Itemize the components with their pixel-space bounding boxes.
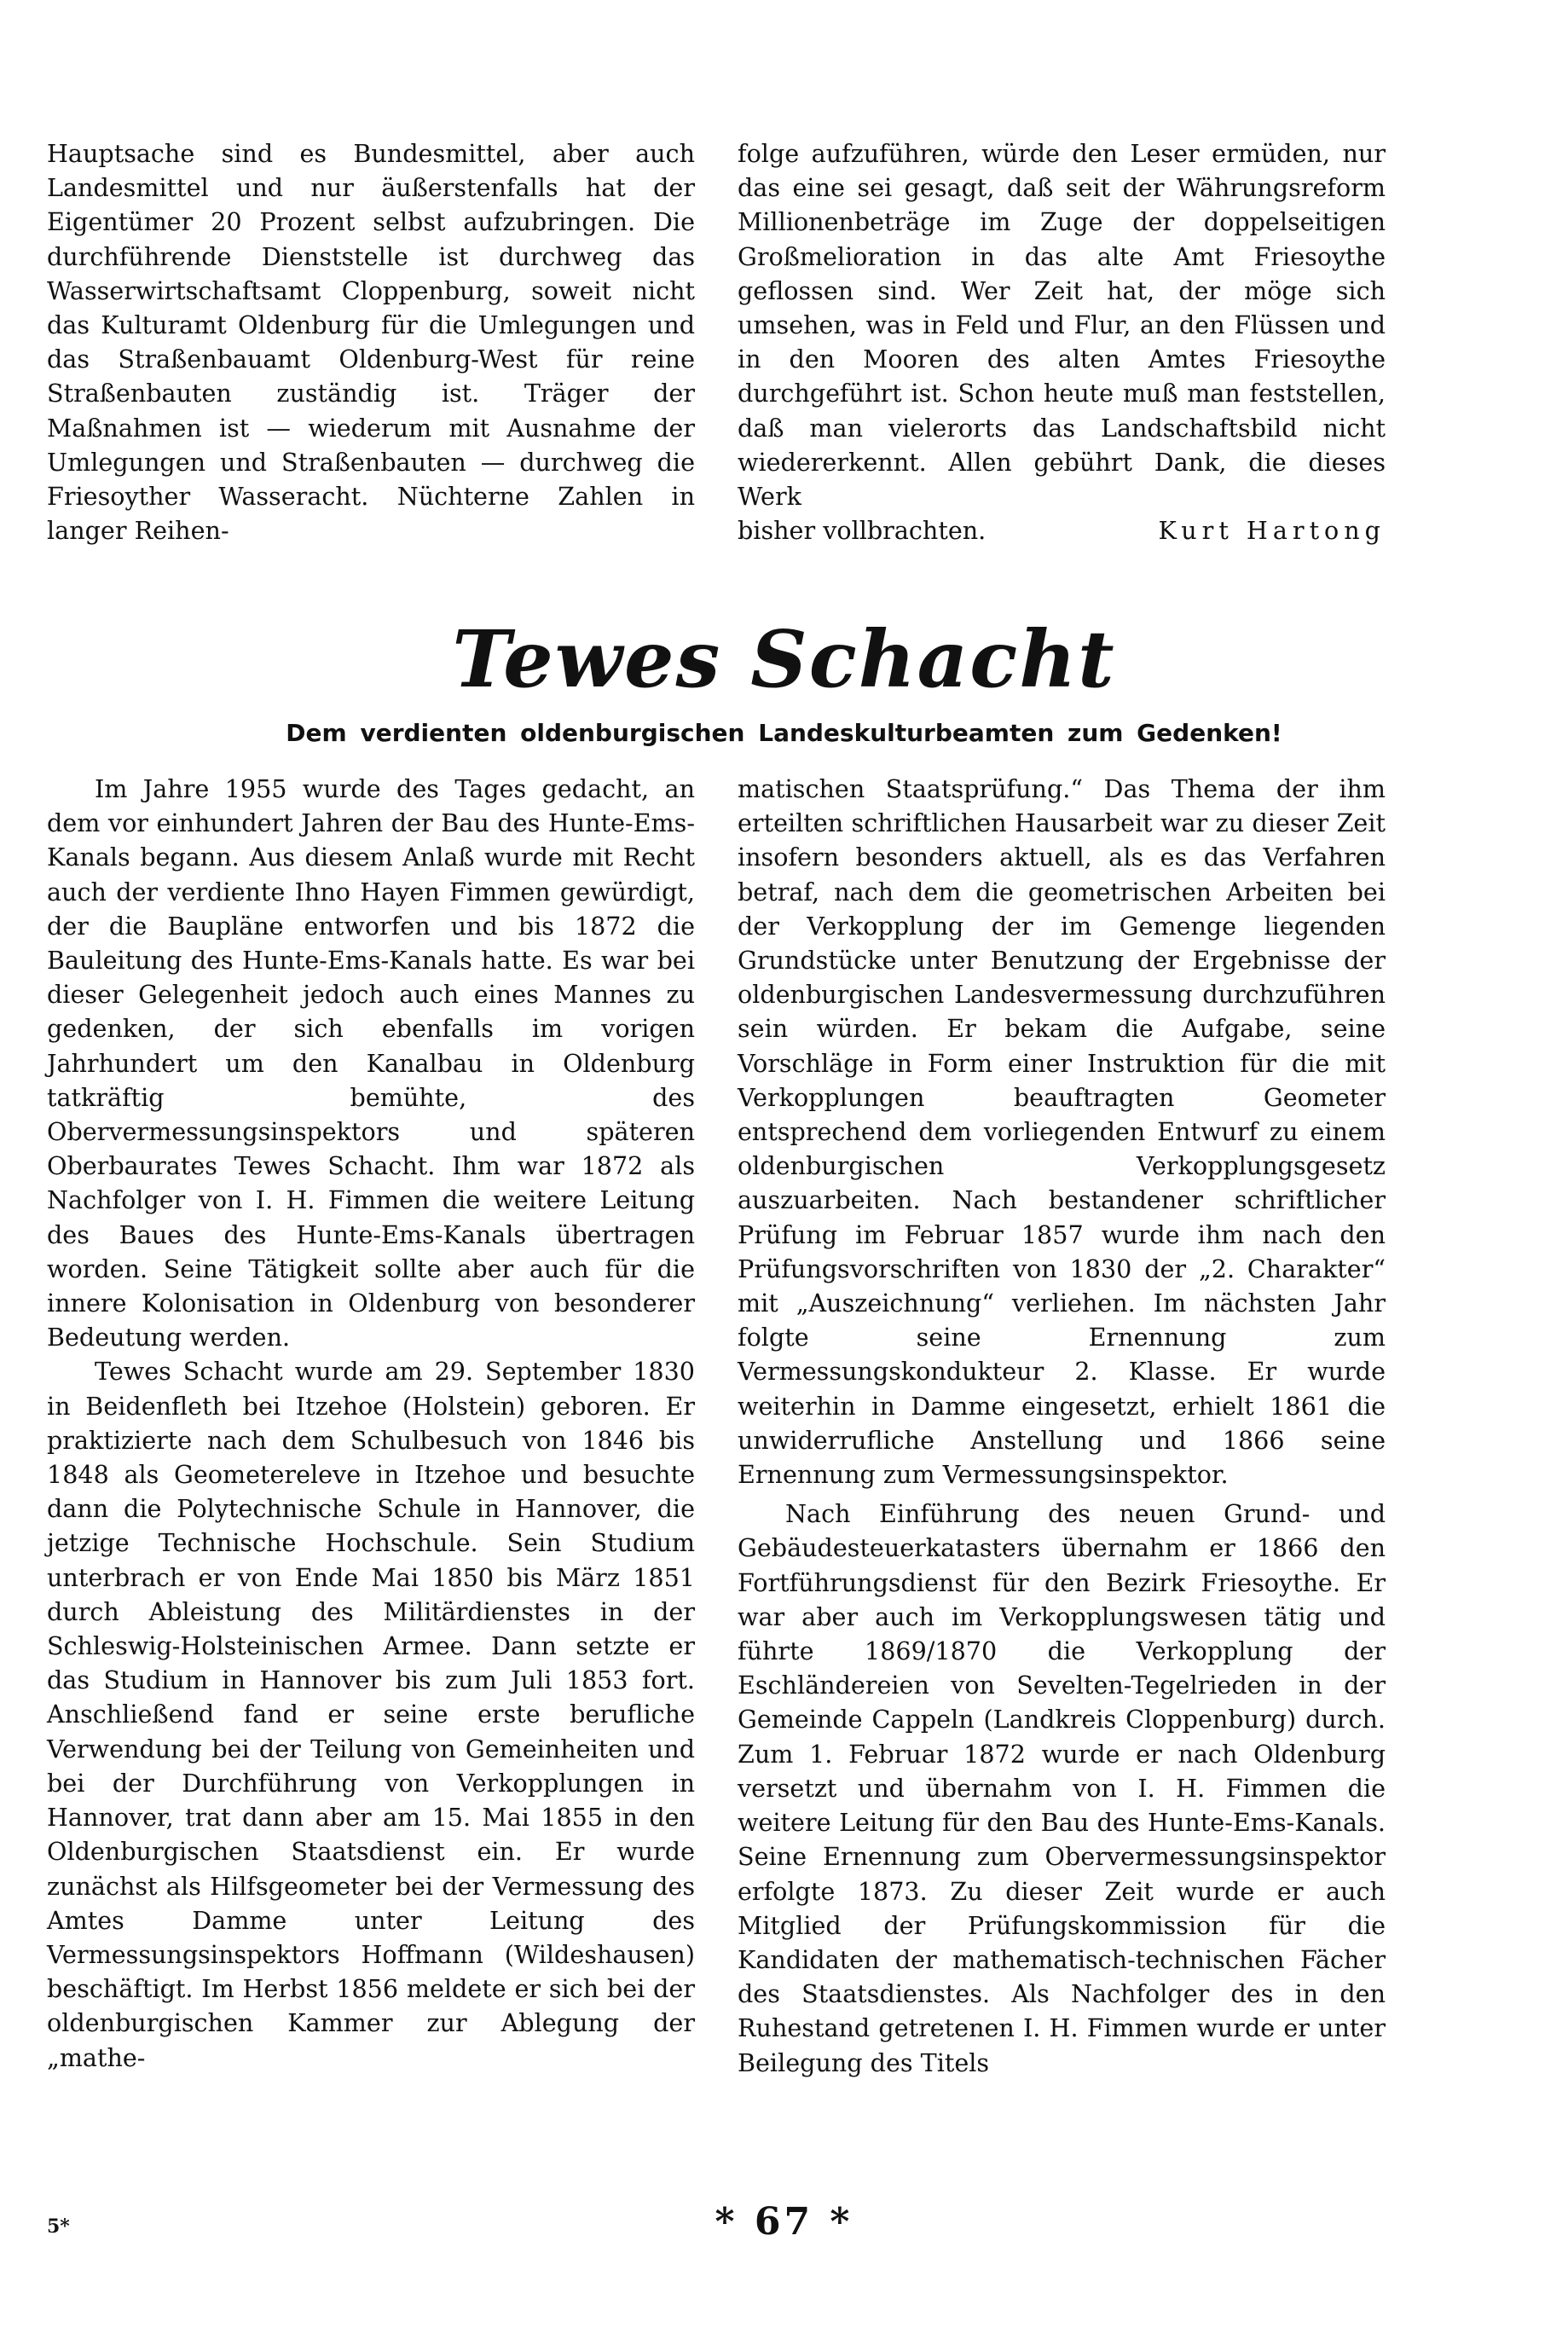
author-name: Kurt Hartong: [1158, 516, 1386, 546]
signoff-line: [738, 513, 1386, 547]
page-number: * 67 *: [715, 2200, 853, 2244]
top-left-column: [47, 136, 695, 547]
body-paragraph-4: Nach Einführung des neuen Grund- und Gebäudesteuerkatasters übernahm er 1866 den Fortführungsdienst für den Bezirk Friesoythe. Er war aber auch im Verkopplungswesen tätig und führte 1869/1870 die Verkopplung der Eschländereien von Sevelten-Tegelrieden in der Gemeinde Cappeln (Landkreis Cloppenburg) durch. Zum 1. Februar 1872 wurde er nach Oldenburg versetzt und übernahm von I. H. Fimmen die weitere Leitung für den Bau des Hunte-Ems-Kanals. Seine Ernennung zum Obervermessungsinspektor erfolgte 1873. Zu dieser Zeit wurde er auch Mitglied der Prüfungskommission für die Kandidaten der mathematisch-technischen Fächer des Staatsdienstes. Als Nachfolger des in den Ruhestand getretenen I. H. Fimmen wurde er unter Beilegung des Titels: [738, 1499, 1386, 2077]
top-left-paragraph: Hauptsache sind es Bundesmittel, aber auch Landesmittel und nur äußerstenfalls hat der Eigentümer 20 Prozent selbst aufzubringen. Die durchführende Dienststelle ist durchweg das Wasserwirtschaftsamt Cloppenburg, soweit nicht das Kulturamt Oldenburg für die Umlegungen und das Straßenbauamt Oldenburg-West für reine Straßenbauten zuständig ist. Träger der Maßnahmen ist — wiederum mit Ausnahme der Umlegungen und Straßenbauten — durchweg die Friesoyther Wasseracht. Nüchterne Zahlen in langer Reihen-: [47, 139, 695, 546]
body-paragraph-2: Tewes Schacht wurde am 29. September 1830 in Beidenfleth bei Itzehoe (Holstein) geboren. Er praktizierte nach dem Schulbesuch von 1846 bis 1848 als Geometereleve in Itzehoe und besuchte dann die Polytechnische Schule in Hannover, die jetzige Technische Hochschule. Sein Studium unterbrach er von Ende Mai 1850 bis März 1851 durch Ableistung des Militärdienstes in der Schleswig-Holsteinischen Armee. Dann setzte er das Studium in Hannover bis zum Juli 1853 fort. Anschließend fand er seine erste berufliche Verwendung bei der Teilung von Gemeinheiten und bei der Durchführung von Verkopplungen in Hannover, trat dann aber am 15. Mai 1855 in den Oldenburgischen Staatsdienst ein. Er wurde zunächst als Hilfsgeometer bei der Vermessung des Amtes Damme unter Leitung des Vermessungsinspektors Hoffmann (Wildeshausen) beschäftigt. Im Herbst 1856 meldete er sich bei der oldenburgischen Kammer zur Ablegung der „mathe-: [47, 1357, 695, 2072]
bottom-right-column: [738, 772, 1386, 2080]
signature-mark: 5*: [47, 2215, 70, 2238]
signoff-last-line: bisher vollbrachten.: [738, 516, 987, 546]
body-paragraph-1: Im Jahre 1955 wurde des Tages gedacht, an dem vor einhundert Jahren der Bau des Hunte-Ems-Kanals begann. Aus diesem Anlaß wurde mit Recht auch der verdiente Ihno Hayen Fimmen gewürdigt, der die Baupläne entworfen und bis 1872 die Bauleitung des Hunte-Ems-Kanals hatte. Es war bei dieser Gelegenheit jedoch auch eines Mannes zu gedenken, der sich ebenfalls im vorigen Jahrhundert um den Kanalbau in Oldenburg tatkräftig bemühte, des Obervermessungsinspektors und späteren Oberbaurates Tewes Schacht. Ihm war 1872 als Nachfolger von I. H. Fimmen die weitere Leitung des Baues des Hunte-Ems-Kanals übertragen worden. Seine Tätigkeit sollte aber auch für die innere Kolonisation in Oldenburg von besonderer Bedeutung werden.: [47, 774, 695, 1352]
top-right-paragraph: folge aufzuführen, würde den Leser ermüden, nur das eine sei gesagt, daß seit der Währungsreform Millionenbeträge im Zuge der doppelseitigen Großmelioration in das alte Amt Friesoythe geflossen sind. Wer Zeit hat, der möge sich umsehen, was in Feld und Flur, an den Flüssen und in den Mooren des alten Amtes Friesoythe durchgeführt ist. Schon heute muß man feststellen, daß man vielerorts das Landschaftsbild nicht wiedererkennt. Allen gebührt Dank, die dieses Werk: [738, 139, 1386, 512]
top-right-column: [738, 136, 1386, 547]
article-title: Tewes Schacht: [452, 613, 1116, 705]
body-paragraph-3: matischen Staatsprüfung.“ Das Thema der ihm erteilten schriftlichen Hausarbeit war zu dieser Zeit insofern besonders aktuell, als es das Verfahren betraf, nach dem die geometrischen Arbeiten bei der Verkopplung der im Gemenge liegenden Grundstücke unter Benutzung der Ergebnisse der oldenburgischen Landesvermessung durchzuführen sein würden. Er bekam die Aufgabe, seine Vorschläge in Form einer Instruktion für die mit Verkopplungen beauftragten Geometer entsprechend dem vorliegenden Entwurf zu einem oldenburgischen Verkopplungsgesetz auszuarbeiten. Nach bestandener schriftlicher Prüfung im Februar 1857 wurde ihm nach den Prüfungsvorschriften von 1830 der „2. Charakter“ mit „Auszeichnung“ verliehen. Im nächsten Jahr folgte seine Ernennung zum Vermessungskondukteur 2. Klasse. Er wurde weiterhin in Damme eingesetzt, erhielt 1861 die unwiderrufliche Anstellung und 1866 seine Ernennung zum Vermessungsinspektor.: [738, 774, 1386, 1490]
article-subtitle: Dem verdienten oldenburgischen Landeskulturbeamten zum Gedenken!: [286, 719, 1282, 747]
bottom-left-column: [47, 772, 695, 2075]
